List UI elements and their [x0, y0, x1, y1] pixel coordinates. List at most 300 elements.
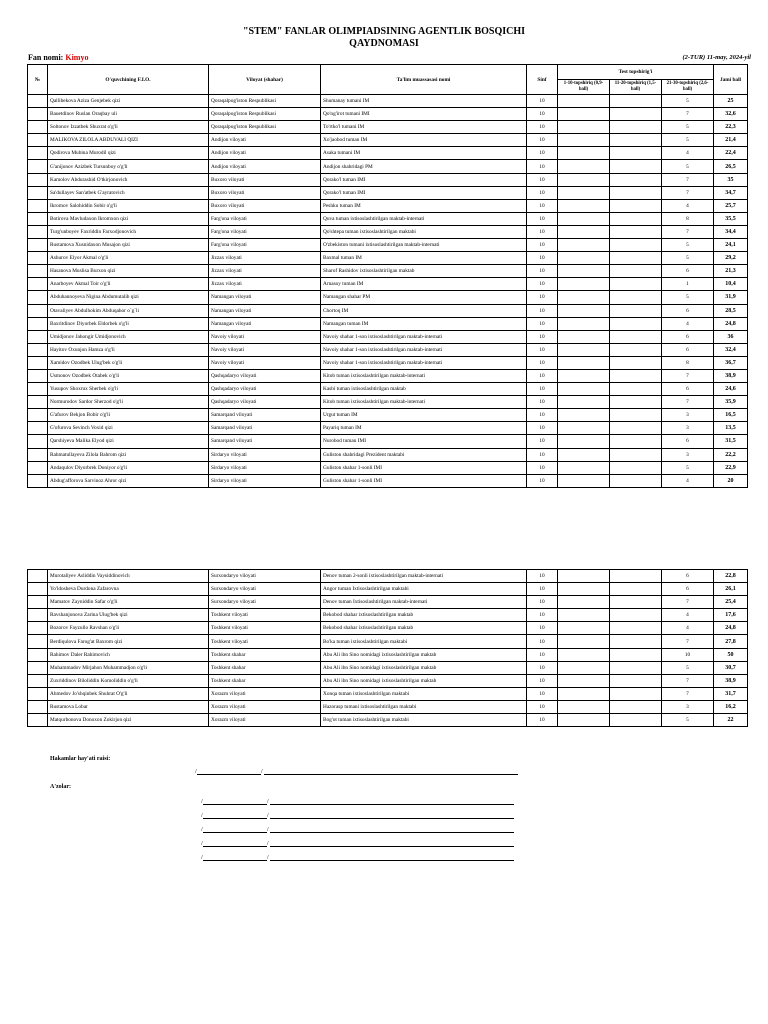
score-21-30: 7 [662, 674, 714, 687]
grade: 10 [527, 186, 558, 199]
score-1-10 [558, 108, 610, 121]
table-row [28, 596, 748, 609]
region: Jizzax viloyati [209, 278, 321, 291]
total-score: 26,5 [714, 160, 748, 173]
member-signature-line: / / [201, 826, 514, 833]
score-11-20 [610, 609, 662, 622]
total-score: 28,5 [714, 304, 748, 317]
score-11-20 [610, 635, 662, 648]
school: Guliston shahar 1-sonli IMI [321, 474, 527, 487]
table-row [28, 121, 748, 134]
score-1-10 [558, 212, 610, 225]
row-number [28, 108, 48, 121]
score-1-10 [558, 596, 610, 609]
row-number [28, 596, 48, 609]
grade: 10 [527, 661, 558, 674]
score-1-10 [558, 674, 610, 687]
row-number [28, 570, 48, 583]
total-score: 32,4 [714, 343, 748, 356]
table-row [28, 622, 748, 635]
score-11-20 [610, 239, 662, 252]
student-name: Xamidov Ozodbek Ulug'bek o'g'li [48, 356, 209, 369]
region: Qashqadaryo viloyati [209, 396, 321, 409]
row-number [28, 635, 48, 648]
student-name: Botirova Mavludaxon Ikromxon qizi [48, 212, 209, 225]
student-name: Muhammadov Mirjahon Muhammadjon o'g'li [48, 661, 209, 674]
total-score: 24,1 [714, 239, 748, 252]
total-score: 36 [714, 330, 748, 343]
region: Andijon viloyati [209, 160, 321, 173]
region: Samarqand viloyati [209, 435, 321, 448]
region: Xorazm viloyati [209, 714, 321, 727]
score-11-20 [610, 583, 662, 596]
table-row [28, 212, 748, 225]
school: Payariq tuman IM [321, 422, 527, 435]
student-name: Ashurov Elyor Akmal o'g'li [48, 252, 209, 265]
student-name: MALIKOVA ZILOLA ABDUVALI QIZI [48, 134, 209, 147]
col-header-region: Viloyat (shahar) [209, 65, 321, 95]
school: Sharof Rashidov ixtisoslashtirilgan maktab [321, 265, 527, 278]
student-name: Berdiqulova Farog'at Baxrom qizi [48, 635, 209, 648]
row-number [28, 448, 48, 461]
table-row [28, 317, 748, 330]
total-score: 36,7 [714, 356, 748, 369]
score-21-30: 5 [662, 291, 714, 304]
table-row [28, 186, 748, 199]
score-1-10 [558, 304, 610, 317]
grade: 10 [527, 570, 558, 583]
table-row [28, 369, 748, 382]
school: Urgut tuman IM [321, 409, 527, 422]
score-11-20 [610, 134, 662, 147]
score-1-10 [558, 173, 610, 186]
table-row [28, 687, 748, 700]
row-number [28, 225, 48, 238]
score-11-20 [610, 95, 662, 108]
grade: 10 [527, 147, 558, 160]
table-row [28, 160, 748, 173]
score-11-20 [610, 147, 662, 160]
school: O'zbekiston tumani ixtisoslashtirilgan maktab-internati [321, 239, 527, 252]
total-score: 35 [714, 173, 748, 186]
subject-value: Kimyo [65, 53, 89, 62]
region: Surxondaryo viloyati [209, 570, 321, 583]
score-11-20 [610, 648, 662, 661]
score-11-20 [610, 212, 662, 225]
score-1-10 [558, 700, 610, 713]
total-score: 31,9 [714, 291, 748, 304]
score-21-30: 7 [662, 108, 714, 121]
score-11-20 [610, 330, 662, 343]
region: Xorazm viloyati [209, 700, 321, 713]
score-11-20 [610, 278, 662, 291]
school: Navoiy shahar 1-son ixtisoslashtirilgan maktab-internati [321, 356, 527, 369]
student-name: G'ofurova Sevinch Voxid qizi [48, 422, 209, 435]
table-row [28, 304, 748, 317]
row-number [28, 674, 48, 687]
score-11-20 [610, 596, 662, 609]
total-score: 24,6 [714, 383, 748, 396]
total-score: 22 [714, 714, 748, 727]
score-21-30: 6 [662, 343, 714, 356]
table-row [28, 570, 748, 583]
student-name: Turg'unboyev Faxriddin Farxodjonovich [48, 225, 209, 238]
region: Qoraqalpog'iston Respublikasi [209, 95, 321, 108]
school: Kitob tuman ixtisoslashtirilgan maktab-internati [321, 369, 527, 382]
score-21-30: 5 [662, 461, 714, 474]
school: Guliston shahar 1-sonli IMI [321, 461, 527, 474]
school: Namangan shahar PM [321, 291, 527, 304]
total-score: 26,1 [714, 583, 748, 596]
score-11-20 [610, 252, 662, 265]
row-number [28, 330, 48, 343]
score-21-30: 8 [662, 356, 714, 369]
score-21-30: 5 [662, 95, 714, 108]
table-row [28, 396, 748, 409]
score-11-20 [610, 700, 662, 713]
row-number [28, 609, 48, 622]
row-number [28, 278, 48, 291]
score-21-30: 7 [662, 186, 714, 199]
score-21-30: 6 [662, 383, 714, 396]
table-row [28, 661, 748, 674]
region: Toshkent viloyati [209, 622, 321, 635]
score-1-10 [558, 369, 610, 382]
row-number [28, 714, 48, 727]
results-table-continued [27, 569, 748, 727]
row-number [28, 239, 48, 252]
score-21-30: 6 [662, 570, 714, 583]
score-11-20 [610, 291, 662, 304]
school: Denov tuman Ixtisoslashtirilgan maktab-internati [321, 596, 527, 609]
score-11-20 [610, 317, 662, 330]
school: Hazorasp tumani ixtisoslashtirilgan maktabi [321, 700, 527, 713]
col-header-school: Ta'lim muassasasi nomi [321, 65, 527, 95]
student-name: Rahmatullayeva Zilola Bahrom qizi [48, 448, 209, 461]
total-score: 29,2 [714, 252, 748, 265]
student-name: Zuxriddinov Biloliddin Komoliddin o'g'li [48, 674, 209, 687]
member-signature-line: / / [201, 798, 514, 805]
jury-members-label: A'zolar: [50, 784, 71, 790]
col-header-number: № [28, 65, 48, 95]
grade: 10 [527, 317, 558, 330]
region: Toshkent shahar [209, 661, 321, 674]
grade: 10 [527, 330, 558, 343]
school: Qorako'l tuman IMI [321, 173, 527, 186]
table-row [28, 383, 748, 396]
student-name: Bozorov Fayzullo Ravshan o'g'li [48, 622, 209, 635]
score-11-20 [610, 356, 662, 369]
school: To'rtko'l tumani IM [321, 121, 527, 134]
total-score: 31,7 [714, 687, 748, 700]
grade: 10 [527, 239, 558, 252]
score-11-20 [610, 343, 662, 356]
score-11-20 [610, 396, 662, 409]
table-row [28, 173, 748, 186]
total-score: 25,7 [714, 199, 748, 212]
row-number [28, 356, 48, 369]
student-name: Kamolov Abdurashid O'tkirjonovich [48, 173, 209, 186]
score-21-30: 7 [662, 687, 714, 700]
region: Buxoro viloyati [209, 186, 321, 199]
student-name: Ahmedov Jo'shqinbek Shuhrat O'g'li [48, 687, 209, 700]
student-name: Ikromov Salohiddin Sobir o'g'li [48, 199, 209, 212]
grade: 10 [527, 648, 558, 661]
grade: 10 [527, 173, 558, 186]
row-number [28, 173, 48, 186]
score-11-20 [610, 674, 662, 687]
grade: 10 [527, 212, 558, 225]
score-21-30: 4 [662, 317, 714, 330]
school: Navoiy shahar 1-son ixtisoslashtirilgan maktab-internati [321, 343, 527, 356]
jury-chair-signature-line: / / [195, 768, 518, 775]
score-21-30: 8 [662, 212, 714, 225]
region: Andijon viloyati [209, 147, 321, 160]
score-11-20 [610, 422, 662, 435]
student-name: Qallibekova Aziza Genjebek qizi [48, 95, 209, 108]
student-name: Matqurbonova Donoxon Zokirjon qizi [48, 714, 209, 727]
total-score: 38,9 [714, 674, 748, 687]
region: Farg'ona viloyati [209, 239, 321, 252]
student-name: Hayitov Oxunjon Hamza o'g'li [48, 343, 209, 356]
score-1-10 [558, 435, 610, 448]
score-1-10 [558, 661, 610, 674]
grade: 10 [527, 108, 558, 121]
grade: 10 [527, 343, 558, 356]
score-1-10 [558, 239, 610, 252]
school: Qo'ng'irot tumani IMI [321, 108, 527, 121]
total-score: 34,4 [714, 225, 748, 238]
grade: 10 [527, 583, 558, 596]
grade: 10 [527, 265, 558, 278]
total-score: 21,4 [714, 134, 748, 147]
table-row [28, 422, 748, 435]
region: Farg'ona viloyati [209, 225, 321, 238]
total-score: 22,4 [714, 147, 748, 160]
grade: 10 [527, 278, 558, 291]
score-21-30: 4 [662, 199, 714, 212]
score-11-20 [610, 225, 662, 238]
school: Abu Ali ibn Sino nomidagi ixtisoslashtirilgan maktab [321, 648, 527, 661]
student-name: Usmonov Ozodbek Otabek o'g'li [48, 369, 209, 382]
row-number [28, 369, 48, 382]
subject-line [28, 53, 88, 62]
score-21-30: 6 [662, 304, 714, 317]
school: Navoiy shahar 1-son ixtisoslashtirilgan maktab-internati [321, 330, 527, 343]
region: Namangan viloyati [209, 304, 321, 317]
total-score: 27,8 [714, 635, 748, 648]
student-name: G'anijonov Azizbek Tursunboy o'g'li [48, 160, 209, 173]
total-score: 16,5 [714, 409, 748, 422]
school: Abu Ali ibn Sino nomidagi ixtisoslashtirilgan maktab [321, 674, 527, 687]
region: Qoraqalpog'iston Respublikasi [209, 108, 321, 121]
table-row [28, 291, 748, 304]
region: Toshkent viloyati [209, 635, 321, 648]
score-11-20 [610, 474, 662, 487]
student-name: Abduhannoyeva Nigina Abdumutalib qizi [48, 291, 209, 304]
score-1-10 [558, 409, 610, 422]
student-name: Rustamova Lobar [48, 700, 209, 713]
score-11-20 [610, 622, 662, 635]
grade: 10 [527, 700, 558, 713]
col-header-total: Jami ball [714, 65, 748, 95]
school: Guliston shahridagi Prezident maktabi [321, 448, 527, 461]
row-number [28, 687, 48, 700]
row-number [28, 291, 48, 304]
row-number [28, 147, 48, 160]
table-row [28, 714, 748, 727]
student-name: Yo'ldosheva Durdona Zafarovna [48, 583, 209, 596]
table-row [28, 225, 748, 238]
grade: 10 [527, 448, 558, 461]
region: Samarqand viloyati [209, 422, 321, 435]
row-number [28, 583, 48, 596]
student-name: Normurodov Sardor Sherzod o'g'li [48, 396, 209, 409]
col-header-grade: Sinf [527, 65, 558, 95]
row-number [28, 265, 48, 278]
row-number [28, 160, 48, 173]
total-score: 30,7 [714, 661, 748, 674]
grade: 10 [527, 225, 558, 238]
score-21-30: 7 [662, 396, 714, 409]
region: Toshkent viloyati [209, 609, 321, 622]
row-number [28, 343, 48, 356]
score-1-10 [558, 95, 610, 108]
table-row [28, 609, 748, 622]
school: Bekobod shahar ixtisoslashtirilgan maktab [321, 609, 527, 622]
score-1-10 [558, 225, 610, 238]
row-number [28, 622, 48, 635]
total-score: 50 [714, 648, 748, 661]
region: Navoiy viloyati [209, 330, 321, 343]
total-score: 22,8 [714, 570, 748, 583]
table-row [28, 583, 748, 596]
grade: 10 [527, 435, 558, 448]
table-row [28, 252, 748, 265]
score-1-10 [558, 635, 610, 648]
school: Chortoq IM [321, 304, 527, 317]
region: Surxondaryo viloyati [209, 596, 321, 609]
total-score: 16,2 [714, 700, 748, 713]
grade: 10 [527, 356, 558, 369]
score-1-10 [558, 291, 610, 304]
table-row [28, 95, 748, 108]
region: Samarqand viloyati [209, 409, 321, 422]
grade: 10 [527, 674, 558, 687]
score-21-30: 3 [662, 422, 714, 435]
total-score: 31,5 [714, 435, 748, 448]
score-1-10 [558, 356, 610, 369]
school: Andijon shahridagi PM [321, 160, 527, 173]
score-11-20 [610, 199, 662, 212]
student-name: Qodirova Mubina Murodil qizi [48, 147, 209, 160]
score-1-10 [558, 687, 610, 700]
score-21-30: 7 [662, 596, 714, 609]
table-row [28, 330, 748, 343]
student-name: Bauetdinov Ruslan Oraqbay uli [48, 108, 209, 121]
grade: 10 [527, 291, 558, 304]
score-1-10 [558, 622, 610, 635]
grade: 10 [527, 252, 558, 265]
table-row [28, 635, 748, 648]
region: Jizzax viloyati [209, 265, 321, 278]
student-name: Umidjonov Jahongir Umidjonovich [48, 330, 209, 343]
table-row [28, 356, 748, 369]
student-name: Hasanova Muslisa Burxon qizi [48, 265, 209, 278]
score-1-10 [558, 160, 610, 173]
region: Qashqadaryo viloyati [209, 383, 321, 396]
score-1-10 [558, 343, 610, 356]
school: Nurobod tuman IMI [321, 435, 527, 448]
score-1-10 [558, 186, 610, 199]
jury-chair-label: Hakamlar hay'ati raisi: [50, 756, 111, 762]
table-row [28, 448, 748, 461]
row-number [28, 304, 48, 317]
subject-label: Fan nomi: [28, 53, 64, 62]
school: Bog'ot tuman ixtisoslashtirilgan maktabi [321, 714, 527, 727]
col-header-test-group: Test topshirig'i [558, 65, 714, 80]
score-1-10 [558, 383, 610, 396]
school: Quva tuman ixtisoslashtirilgan maktab-internati [321, 212, 527, 225]
score-21-30: 3 [662, 409, 714, 422]
student-name: Ravshanjonova Zarina Ulug'bek qizi [48, 609, 209, 622]
region: Sirdaryo viloyati [209, 448, 321, 461]
student-name: Andaqulov Diyorbrek Doniyor o'g'li [48, 461, 209, 474]
score-21-30: 6 [662, 265, 714, 278]
row-number [28, 212, 48, 225]
student-name: Yusupov Shoxrux Sherbek o'g'li [48, 383, 209, 396]
student-name: Qarshiyeva Malika Elyod qizi [48, 435, 209, 448]
row-number [28, 474, 48, 487]
table-row [28, 648, 748, 661]
score-11-20 [610, 186, 662, 199]
row-number [28, 396, 48, 409]
score-1-10 [558, 422, 610, 435]
score-1-10 [558, 199, 610, 212]
member-signature-line: / / [201, 854, 514, 861]
table-row [28, 278, 748, 291]
school: Qo'shtepa tuman ixtisoslashtirilgan maktabi [321, 225, 527, 238]
region: Navoiy viloyati [209, 343, 321, 356]
col-header-test-21-30: 21-30-topshiriq (2,6-ball) [662, 80, 714, 95]
total-score: 21,3 [714, 265, 748, 278]
score-21-30: 3 [662, 448, 714, 461]
row-number [28, 134, 48, 147]
score-1-10 [558, 134, 610, 147]
school: Denov tuman 2-sonli ixtisoslashtirilgan maktab-internati [321, 570, 527, 583]
grade: 10 [527, 714, 558, 727]
score-21-30: 5 [662, 714, 714, 727]
region: Buxoro viloyati [209, 173, 321, 186]
grade: 10 [527, 461, 558, 474]
col-header-test-11-20: 11-20-topshiriq (1,5-ball) [610, 80, 662, 95]
total-score: 32,6 [714, 108, 748, 121]
region: Buxoro viloyati [209, 199, 321, 212]
score-21-30: 7 [662, 635, 714, 648]
total-score: 10,4 [714, 278, 748, 291]
row-number [28, 95, 48, 108]
row-number [28, 661, 48, 674]
score-1-10 [558, 448, 610, 461]
total-score: 35,5 [714, 212, 748, 225]
region: Namangan viloyati [209, 291, 321, 304]
score-11-20 [610, 369, 662, 382]
region: Navoiy viloyati [209, 356, 321, 369]
grade: 10 [527, 160, 558, 173]
score-11-20 [610, 570, 662, 583]
score-21-30: 5 [662, 134, 714, 147]
row-number [28, 199, 48, 212]
